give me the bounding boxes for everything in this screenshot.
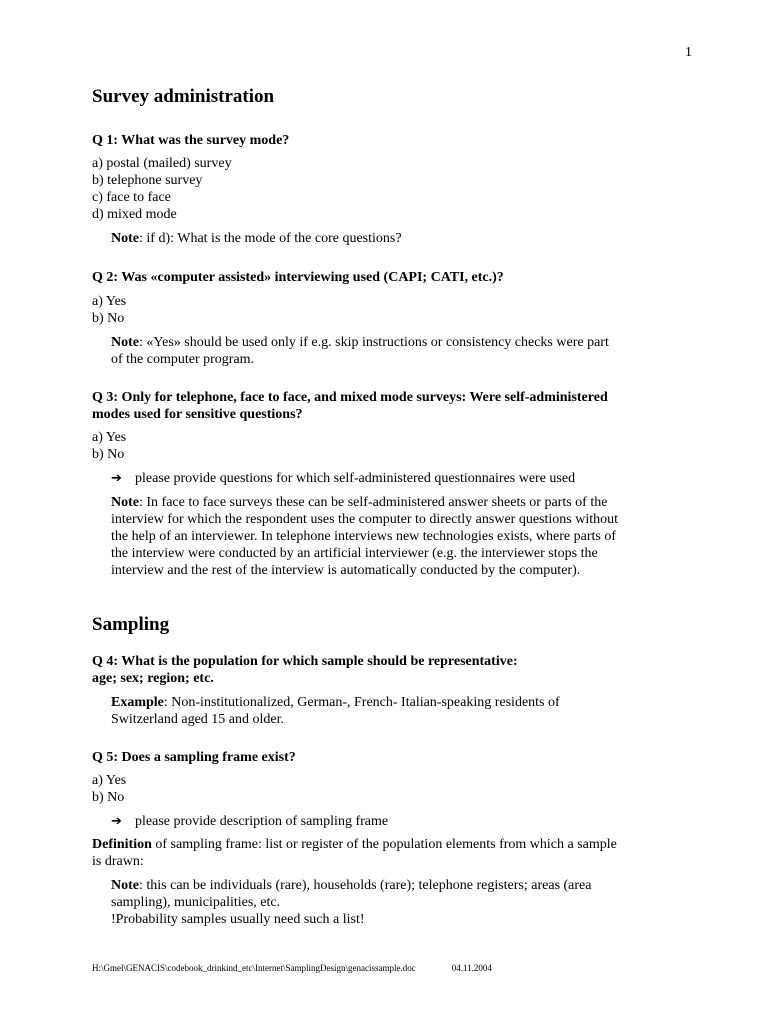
question-3-option-a: a) Yes bbox=[92, 430, 127, 445]
question-3-note bbox=[92, 494, 682, 511]
note-label: Note bbox=[111, 231, 139, 246]
question-3-instruction bbox=[92, 470, 682, 487]
footer-date: 04.11.2004 bbox=[451, 963, 492, 973]
document-page bbox=[92, 0, 692, 1024]
note-label: Note bbox=[111, 495, 139, 510]
footer-file-path: H:\Gmel\GENACIS\codebook_drinkind_etc\Internet\SamplingDesign\genacissample.doc bbox=[92, 963, 416, 973]
question-3-note-line3: the help of an interviewer. In telephone interviews new technologies exists, where parts of bbox=[111, 529, 617, 544]
question-5-option-a: a) Yes bbox=[92, 773, 127, 788]
question-5-note-line2: sampling), municipalities, etc. bbox=[111, 895, 281, 910]
instruction-text: please provide questions for which self-administered questionnaires were used bbox=[135, 471, 576, 486]
question-3-note-line4: the interview were conducted by an artificial interviewer (e.g. the interviewer stops the bbox=[111, 546, 598, 561]
question-2-option-a: a) Yes bbox=[92, 294, 127, 309]
question-5-instruction bbox=[92, 813, 682, 830]
question-5-option-b: b) No bbox=[92, 790, 125, 805]
question-3-text-line2: modes used for sensitive questions? bbox=[92, 407, 303, 422]
note-text: : this can be individuals (rare), households (rare); telephone registers; areas (area bbox=[139, 878, 592, 893]
page-number: 1 bbox=[685, 45, 692, 60]
question-1-note bbox=[92, 230, 682, 247]
question-3-note-line5: interview and the rest of the interview is automatically conducted by the computer). bbox=[111, 563, 581, 578]
question-4-example-line2: Switzerland aged 15 and older. bbox=[111, 712, 285, 727]
question-2-option-b: b) No bbox=[92, 311, 125, 326]
sampling-frame-definition-line2: is drawn: bbox=[92, 854, 144, 869]
question-5 bbox=[92, 749, 682, 928]
example-text: : Non-institutionalized, German-, French- Italian-speaking residents of bbox=[163, 695, 560, 710]
instruction-text: please provide description of sampling frame bbox=[135, 814, 389, 829]
question-2-text: Q 2: Was «computer assisted» interviewing used (CAPI; CATI, etc.)? bbox=[92, 270, 504, 285]
question-1-text: Q 1: What was the survey mode? bbox=[92, 133, 290, 148]
example-label: Example bbox=[111, 695, 164, 710]
question-4-text-line2: age; sex; region; etc. bbox=[92, 671, 214, 686]
definition-text: of sampling frame: list or register of the population elements from which a sample bbox=[151, 837, 617, 852]
question-4 bbox=[92, 653, 682, 728]
question-1-option-b: b) telephone survey bbox=[92, 173, 203, 188]
question-1-option-a: a) postal (mailed) survey bbox=[92, 156, 232, 171]
note-text: : «Yes» should be used only if e.g. skip instructions or consistency checks were part bbox=[139, 335, 609, 350]
question-2-note-cont: of the computer program. bbox=[111, 352, 255, 367]
section-title-sampling: Sampling bbox=[92, 614, 170, 635]
question-3 bbox=[92, 389, 682, 579]
note-text: : if d): What is the mode of the core questions? bbox=[139, 231, 402, 246]
sampling-frame-definition bbox=[92, 836, 682, 853]
question-5-text: Q 5: Does a sampling frame exist? bbox=[92, 750, 296, 765]
right-arrow-icon: ➔ bbox=[111, 471, 122, 486]
question-1-option-c: c) face to face bbox=[92, 190, 171, 205]
question-5-note bbox=[92, 877, 682, 894]
question-4-example bbox=[92, 694, 682, 711]
note-text: : In face to face surveys these can be self-administered answer sheets or parts of the bbox=[139, 495, 608, 510]
question-2 bbox=[92, 269, 682, 368]
question-5-note-line3: !Probability samples usually need such a list! bbox=[111, 912, 365, 927]
question-3-text-line1: Q 3: Only for telephone, face to face, and mixed mode surveys: Were self-administered bbox=[92, 390, 608, 405]
question-1 bbox=[92, 132, 682, 247]
question-3-option-b: b) No bbox=[92, 447, 125, 462]
question-4-text-line1: Q 4: What is the population for which sample should be representative: bbox=[92, 654, 518, 669]
note-label: Note bbox=[111, 878, 139, 893]
section-title-survey-administration: Survey administration bbox=[92, 86, 275, 107]
question-1-option-d: d) mixed mode bbox=[92, 207, 177, 222]
right-arrow-icon: ➔ bbox=[111, 814, 122, 829]
note-label: Note bbox=[111, 335, 139, 350]
question-3-note-line2: interview for which the respondent uses the computer to directly answer questions without bbox=[111, 512, 618, 527]
page-footer bbox=[92, 960, 492, 977]
definition-label: Definition bbox=[92, 837, 152, 852]
question-2-note bbox=[92, 334, 682, 351]
